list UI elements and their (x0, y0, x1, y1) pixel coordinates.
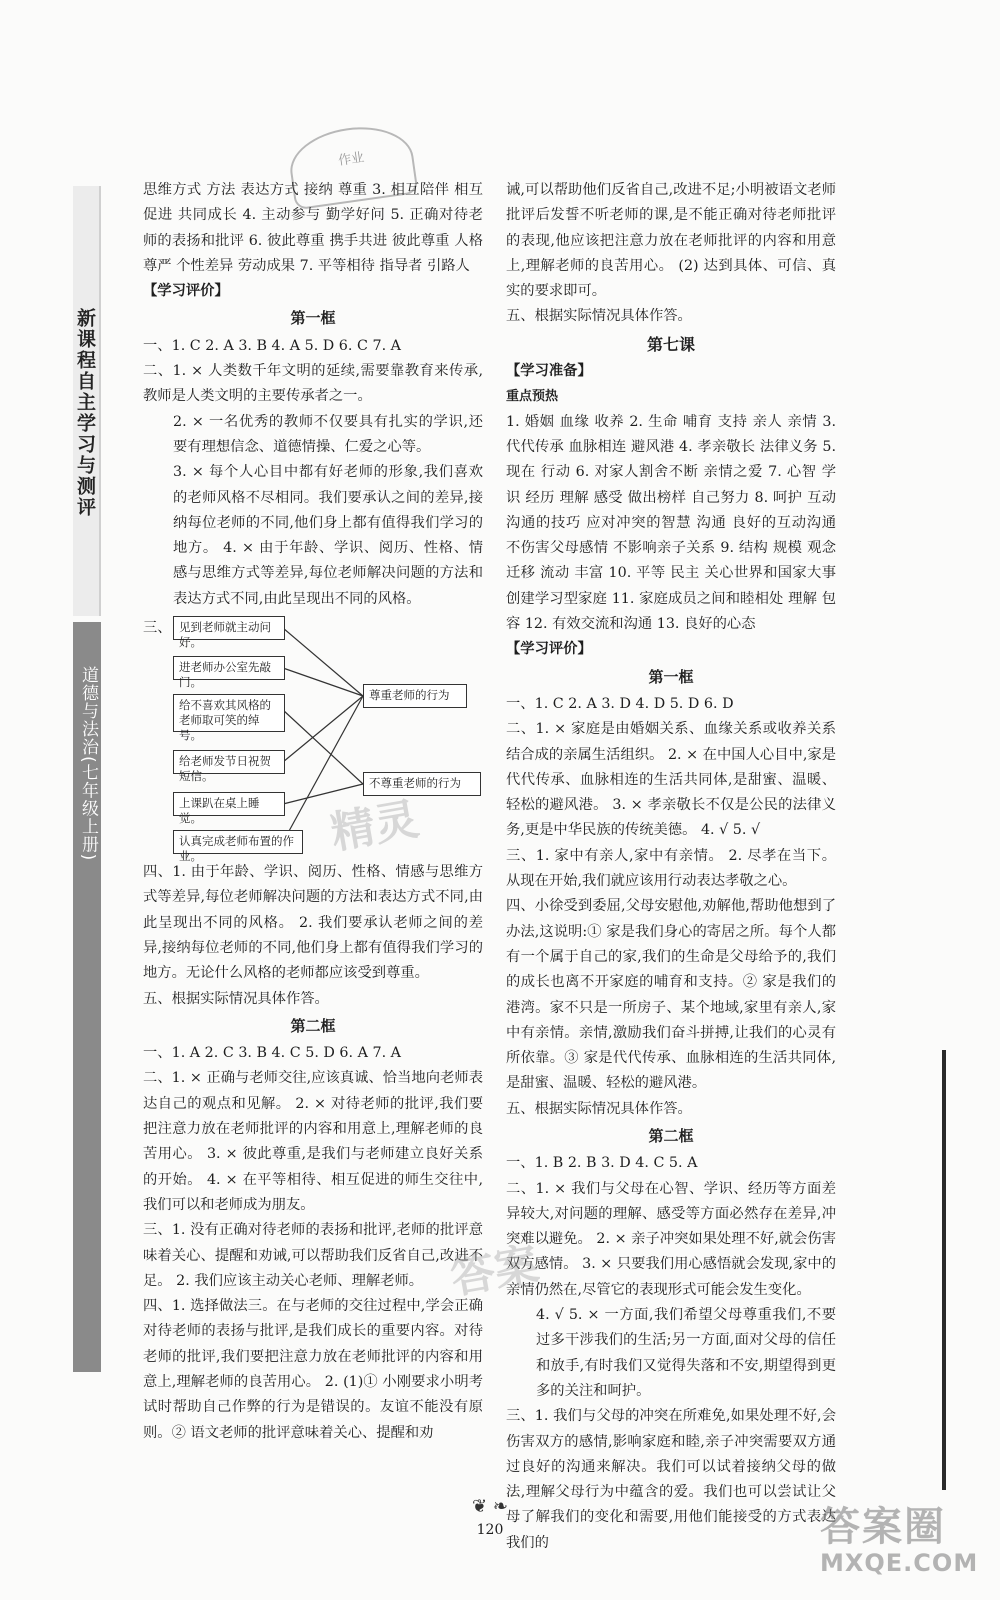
frame1-q5: 五、根据实际情况具体作答。 (143, 990, 329, 1007)
category-box-disrespect: 不尊重老师的行为 (363, 772, 481, 796)
right-column (506, 178, 836, 1556)
frame2-title: 第二框 (290, 1016, 336, 1035)
r-frame1-q3: 三、1. 家中有亲人,家中有亲情。 2. 尽孝在当下。从现在开始,我们就应该用行动表达孝敬之心。 (506, 847, 836, 890)
category-box-respect: 尊重老师的行为 (363, 684, 467, 708)
frame2-q3: 三、1. 没有正确对待老师的表扬和批评,老师的批评意味着关心、提醒和劝诫,可以帮助我们反省自己,改进不足。 2. 我们应该主动关心老师、理解老师。 (143, 1222, 483, 1289)
prep-header: 【学习准备】 (506, 363, 592, 380)
intro-text: 思维方式 方法 表达方式 接纳 尊重 3. 相互陪伴 相互促进 共同成长 4. 主动参与 勤学好问 5. 正确对待老师的表扬和批评 6. 彼此尊重 携手共进 彼此尊重 人格尊严 个性差异 劳动成果 7. 平等相待 指导者 引路人 (143, 182, 483, 274)
r-frame2-title: 第二框 (648, 1126, 694, 1145)
homework-stamp: 作业 (285, 120, 418, 211)
frame2-q1: 一、1. A 2. C 3. B 4. C 5. D 6. A 7. A (143, 1045, 401, 1062)
r-frame2-q2-1: 二、1. × 我们与父母在心智、学识、经历等方面差异较大,对问题的理解、感受等方面必然存在差异,冲突难以避免。 2. × 亲子冲突如果处理不好,就会伤害双方感情。 3. × 只要我们用心感悟就会发现,家中的亲情仍然在,尽管它的表现形式可能会发生变化。 (506, 1180, 836, 1298)
r-frame2-q1: 一、1. B 2. B 3. D 4. C 5. A (506, 1155, 698, 1172)
r-frame1-q1: 一、1. C 2. A 3. D 4. D 5. D 6. D (506, 695, 734, 712)
frame1-q2-1: 二、1. × 人类数千年文明的延续,需要靠教育来传承,教师是人类文明的主要传承者之一。 (143, 363, 483, 405)
page-number: 120 (476, 1522, 504, 1538)
behavior-box-2: 进老师办公室先敲门。 (173, 656, 285, 680)
lesson-title: 第七课 (646, 334, 695, 354)
watermark-2: 答案 (447, 1238, 543, 1305)
site-logo-watermark (820, 1505, 990, 1595)
left-column (143, 178, 483, 1446)
logo-line1: 答案圈 (820, 1504, 946, 1550)
frame1-q4: 四、1. 由于年龄、学识、阅历、性格、情感与思维方式等差异,每位老师解决问题的方法和表达方式不同,由此呈现出不同的风格。 2. 我们要承认老师之间的差异,接纳每位老师的不同,他们身上都有值得我们学习的地方。无论什么风格的老师都应该受到尊重。 (143, 864, 483, 982)
frame1-title: 第一框 (290, 309, 336, 328)
leaf-ornament-icon: ❦ ❧ (472, 1496, 508, 1517)
matching-diagram (143, 614, 483, 864)
r-frame2-q3: 三、1. 我们与父母的冲突在所难免,如果处理不好,会伤害双方的感情,影响家庭和睦,亲子冲突需要双方通过良好的沟通来解决。我们可以试着接纳父母的做法,理解父母行为中蕴含的爱。我们也可以尝试让父母了解我们的变化和需要,用他们能接受的方式表达我们的 (506, 1408, 836, 1551)
watermark-1: 精灵 (327, 793, 423, 860)
logo-line2: MXQE.COM (820, 1549, 979, 1577)
r-frame1-q4: 四、小徐受到委屈,父母安慰他,劝解他,帮助他想到了办法,这说明:① 家是我们身心的寄居之所。每个人都有一个属于自己的家,我们的生命是父母给予的,我们的成长也离不开家庭的哺育和支持。② 家是我们的港湾。家不只是一所房子、某个地域,家里有亲人,家中有亲情。亲情,激励我们奋斗拼搏,让我们的心灵有所依靠。③ 家是代代传承、血脉相连的生活共同体,是甜蜜、温暖、轻松的避风港。 (506, 898, 836, 1092)
behavior-box-4: 给老师发节日祝贺短信。 (173, 750, 285, 774)
r-frame1-q2: 二、1. × 家庭是由婚姻关系、血缘关系或收养关系结合成的亲属生活组织。 2. × 在中国人心目中,家是代代传承、血脉相连的生活共同体,是甜蜜、温暖、轻松的避风港。 3. × 孝亲敬长不仅是公民的法律义务,更是中华民族的传统美德。 4. √ 5. √ (506, 721, 836, 839)
subject-title: 道德与法治(七年级上册) (78, 666, 98, 862)
frame2-q2: 二、1. × 正确与老师交往,应该真诚、恰当地向老师表达自己的观点和见解。 2. × 对待老师的批评,我们要把注意力放在老师批评的内容和用意上,理解老师的良苦用心。 3. × 彼此尊重,是我们与老师建立良好关系的开始。 4. × 在平等相待、相互促进的师生交往中,我们可以和老师成为朋友。 (143, 1070, 483, 1213)
scan-edge-line (942, 1050, 946, 1490)
behavior-box-5: 上课趴在桌上睡觉。 (173, 792, 285, 816)
continued-q5: 五、根据实际情况具体作答。 (506, 308, 692, 325)
behavior-box-3: 给不喜欢其风格的老师取可笑的绰号。 (173, 694, 285, 732)
behavior-box-6: 认真完成老师布置的作业。 (173, 830, 303, 854)
subject-sidebar (73, 622, 101, 1372)
frame1-q2-3: 3. × 每个人心目中都有好老师的形象,我们喜欢的老师风格不尽相同。我们要承认之间的差异,接纳每位老师的不同,他们身上都有值得我们学习的地方。 4. × 由于年龄、学识、阅历、性格、情感与思维方式等差异,每位老师解决问题的方法和表达方式不同,由此呈现出不同的风格。 (173, 464, 483, 607)
frame1-q2-2: 2. × 一名优秀的教师不仅要具有扎实的学识,还要有理想信念、道德情操、仁爱之心等。 (173, 413, 483, 455)
series-sidebar (73, 186, 101, 616)
key-text: 1. 婚姻 血缘 收养 2. 生命 哺育 支持 亲人 亲情 3. 代代传承 血脉相连 避风港 4. 孝亲敬长 法律义务 5. 现在 行动 6. 对家人割舍不断 亲情之爱 7. 心智 学识 经历 理解 感受 做出榜样 自己努力 8. 呵护 互动沟通的技巧 应对冲突的智慧 沟通 良好的互动沟通 不伤害父母感情 不影响亲子关系 9. 结构 规模 观念 迁移 流动 丰富 10. 平等 民主 关心世界和国家大事 创建学习型家庭 11. 家庭成员之间和睦相处 理解 包容 12. 有效交流和沟通 13. 良好的心态 (506, 413, 836, 633)
key-header: 重点预热 (506, 389, 559, 405)
series-title: 新课程自主学习与测评 (74, 308, 96, 518)
frame2-q4: 四、1. 选择做法三。在与老师的交往过程中,学会正确对待老师的表扬与批评,是我们成长的重要内容。对待老师的批评,我们要把注意力放在老师批评的内容和用意上,理解老师的良苦用心。 2. (1)① 小刚要求小明考试时帮助自己作弊的行为是错误的。友谊不能没有原则。② 语文老师的批评意味着关心、提醒和劝 (143, 1298, 483, 1441)
r-frame2-q2-2: 4. √ 5. × 一方面,我们希望父母尊重我们,不要过多干涉我们的生活;另一方面,面对父母的信任和放手,有时我们又觉得失落和不安,期望得到更多的关注和呵护。 (536, 1307, 836, 1399)
continued-text: 诫,可以帮助他们反省自己,改进不足;小明被语文老师批评后发誓不听老师的课,是不能正确对待老师批评的表现,他应该把注意力放在老师批评的内容和用意上,理解老师的良苦用心。 (2) 达到具体、可信、真实的要求即可。 (506, 182, 836, 300)
r-frame1-title: 第一框 (648, 667, 694, 686)
behavior-box-1: 见到老师就主动问好。 (173, 616, 285, 640)
eval-header: 【学习评价】 (143, 283, 229, 300)
eval-header-right: 【学习评价】 (506, 641, 592, 658)
frame1-q3-label: 三、 (143, 620, 172, 637)
r-frame1-q5: 五、根据实际情况具体作答。 (506, 1100, 692, 1117)
frame1-q1: 一、1. C 2. A 3. B 4. A 5. D 6. C 7. A (143, 337, 401, 354)
